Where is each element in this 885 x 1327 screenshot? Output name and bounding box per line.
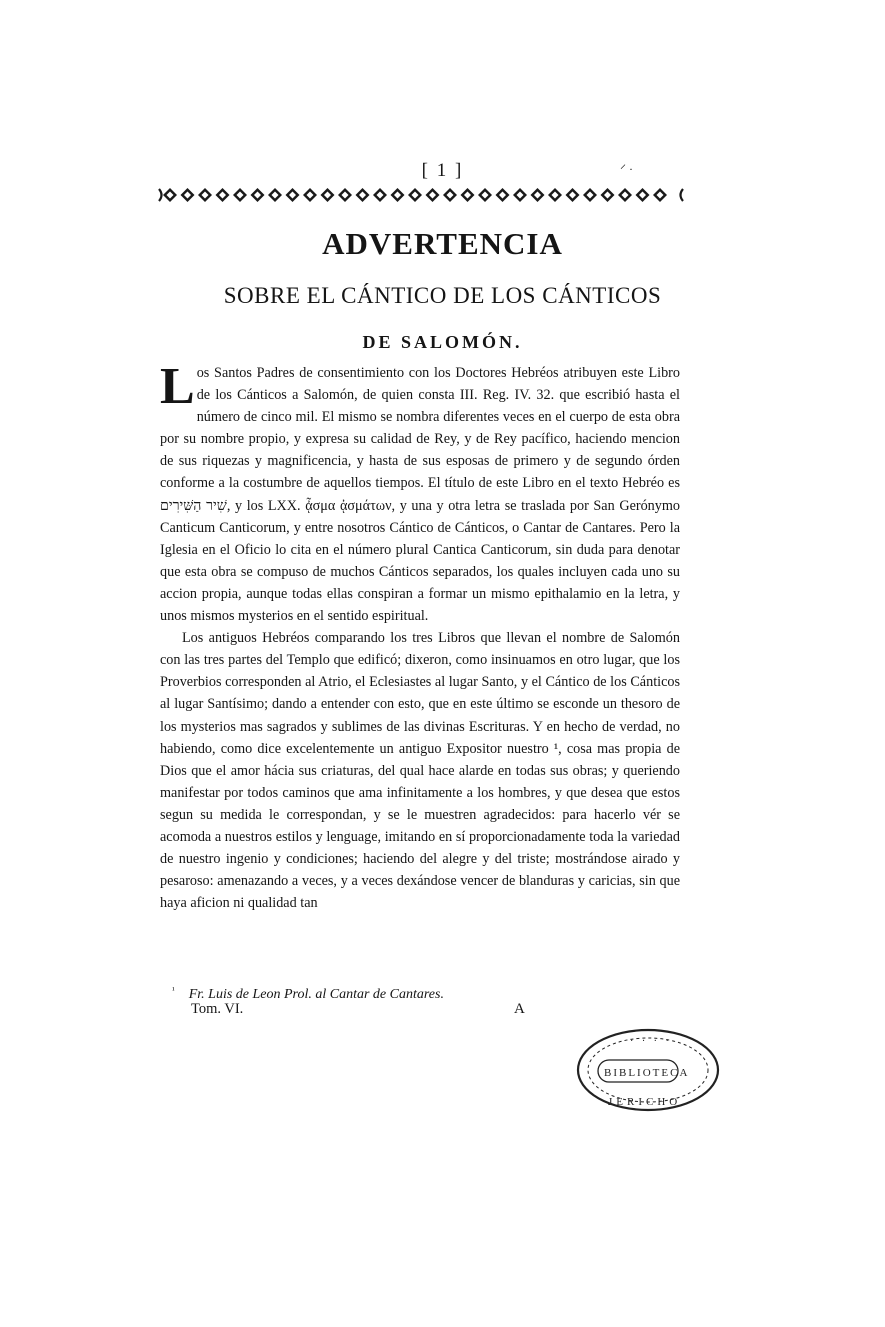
ornament-end — [681, 189, 684, 201]
ornament-diamond — [233, 188, 247, 202]
ornament-diamond — [566, 188, 580, 202]
volume-label: Tom. VI. — [191, 1001, 244, 1017]
ornament-diamond — [251, 188, 265, 202]
ornament-diamond — [426, 188, 440, 202]
ornament-diamond — [583, 188, 597, 202]
signature-mark: A — [514, 1001, 525, 1017]
ornament-diamond — [373, 188, 387, 202]
ornament-diamond — [216, 188, 230, 202]
page-subtitle: SOBRE EL CÁNTICO DE LOS CÁNTICOS — [223, 283, 662, 308]
ornament-diamond — [338, 188, 352, 202]
stamp-inner-text: BIBLIOTECA — [604, 1067, 690, 1079]
ornament-diamond — [636, 188, 650, 202]
ornament-diamond — [478, 188, 492, 202]
ornament-diamond — [513, 188, 527, 202]
ornament-diamond — [321, 188, 335, 202]
ornament-border — [156, 184, 686, 206]
library-stamp — [570, 1020, 730, 1120]
body-text — [160, 358, 680, 914]
ornament-diamond — [653, 188, 667, 202]
ornament-diamond — [408, 188, 422, 202]
ornament-diamond — [496, 188, 510, 202]
ornament-diamond — [303, 188, 317, 202]
paragraph-1-text: os Santos Padres de consentimiento con los Doctores Hebréos atribuyen este Libro de los Cánticos a Salomón, de quien consta III. Reg. IV. 32. que escribió hasta el número de cinco mil. El mismo se nombra diferentes veces en el cuerpo de esta obra por su nombre propio, y expresa su calidad de Rey, y de Rey pacífico, haciendo mencion de sus riquezas y magnificencia, y hasta de sus esposas de primero y de segundo órden conforme a la costumbre de aquellos tiempos. El título de este Libro en el texto Hebréo es שִׁיר הַשִּׁירִים, y los LXX. ᾆσμα ᾀσμάτων, y una y otra letra se traslada por San Gerónymo Canticum Canticorum, y entre nosotros Cántico de Cánticos, o Cantar de Cantares. Pero la Iglesia en el Oficio lo cita en el número plural Cantica Canticorum, sin duda para denotar que esta obra se compuso de muchos Cánticos separados, los quales incluyen cada uno su accion propia, aunque todas ellas conspiran a formar un mismo epithalamio en la letra, y unos mismos mysterios en el sentido espiritual. — [160, 365, 680, 625]
ornament-diamond — [181, 188, 195, 202]
ornament-end — [159, 189, 162, 201]
page-subtitle-author: DE SALOMÓN. — [362, 332, 523, 352]
ornament-diamond — [618, 188, 632, 202]
ornament-diamond — [443, 188, 457, 202]
stamp-upper-text: · · · · — [630, 1036, 672, 1047]
paragraph-2: Los antiguos Hebréos comparando los tres Libros que llevan el nombre de Salomón con las tres partes del Templo que edificó; dixeron, como insinuamos en otro lugar, que los Proverbios corresponden al Atrio, el Eclesiastes al lugar Santo, y el Cántico de los Cánticos al lugar Santísimo; dando a entender con esto, que en este último se esconde un thesoro de los mysterios mas sagrados y sublimes de las divinas Escrituras. Y en hecho de verdad, no habiendo, como dice excelentemente un antiguo Expositor nuestro ¹, cosa mas propia de Dios que el amor hácia sus criaturas, del qual hace alarde en todas sus obras; y queriendo manifestar por todos caminos que ama infinitamente a los hombres, y que desea que estos segun su medida le correspondan, y se le muestren agradecidos: para hacerlo vér se acomoda a nuestros estilos y lenguage, imitando en sí proporcionadamente toda la variedad de nuestro ingenio y condiciones; haciendo del alegre y del triste; mostrándose airado y pesaroso: amenazando a veces, y a veces dexándose vencer de blanduras y caricias, sin que haya aficion ni qualidad tan — [160, 630, 680, 912]
ornament-diamond — [601, 188, 615, 202]
stamp-lower-text: JERICHO — [608, 1096, 682, 1108]
ornament-diamond — [391, 188, 405, 202]
ornament-diamond — [548, 188, 562, 202]
ornament-diamond — [531, 188, 545, 202]
drop-cap: L — [160, 358, 195, 415]
ornament-diamond — [356, 188, 370, 202]
ornament-diamond — [286, 188, 300, 202]
paragraph-1 — [160, 358, 680, 627]
page-title: ADVERTENCIA — [322, 226, 563, 261]
ornament-diamond — [268, 188, 282, 202]
ornament-diamond — [163, 188, 177, 202]
footnote-marker: ¹ — [172, 985, 175, 995]
footnote-text: Fr. Luis de Leon Prol. al Cantar de Cantares. — [188, 987, 444, 1002]
ornament-diamond — [461, 188, 475, 202]
printer-mark: ⸍ · — [620, 162, 633, 176]
page-number: [ 1 ] — [421, 160, 464, 181]
ornament-diamond — [198, 188, 212, 202]
